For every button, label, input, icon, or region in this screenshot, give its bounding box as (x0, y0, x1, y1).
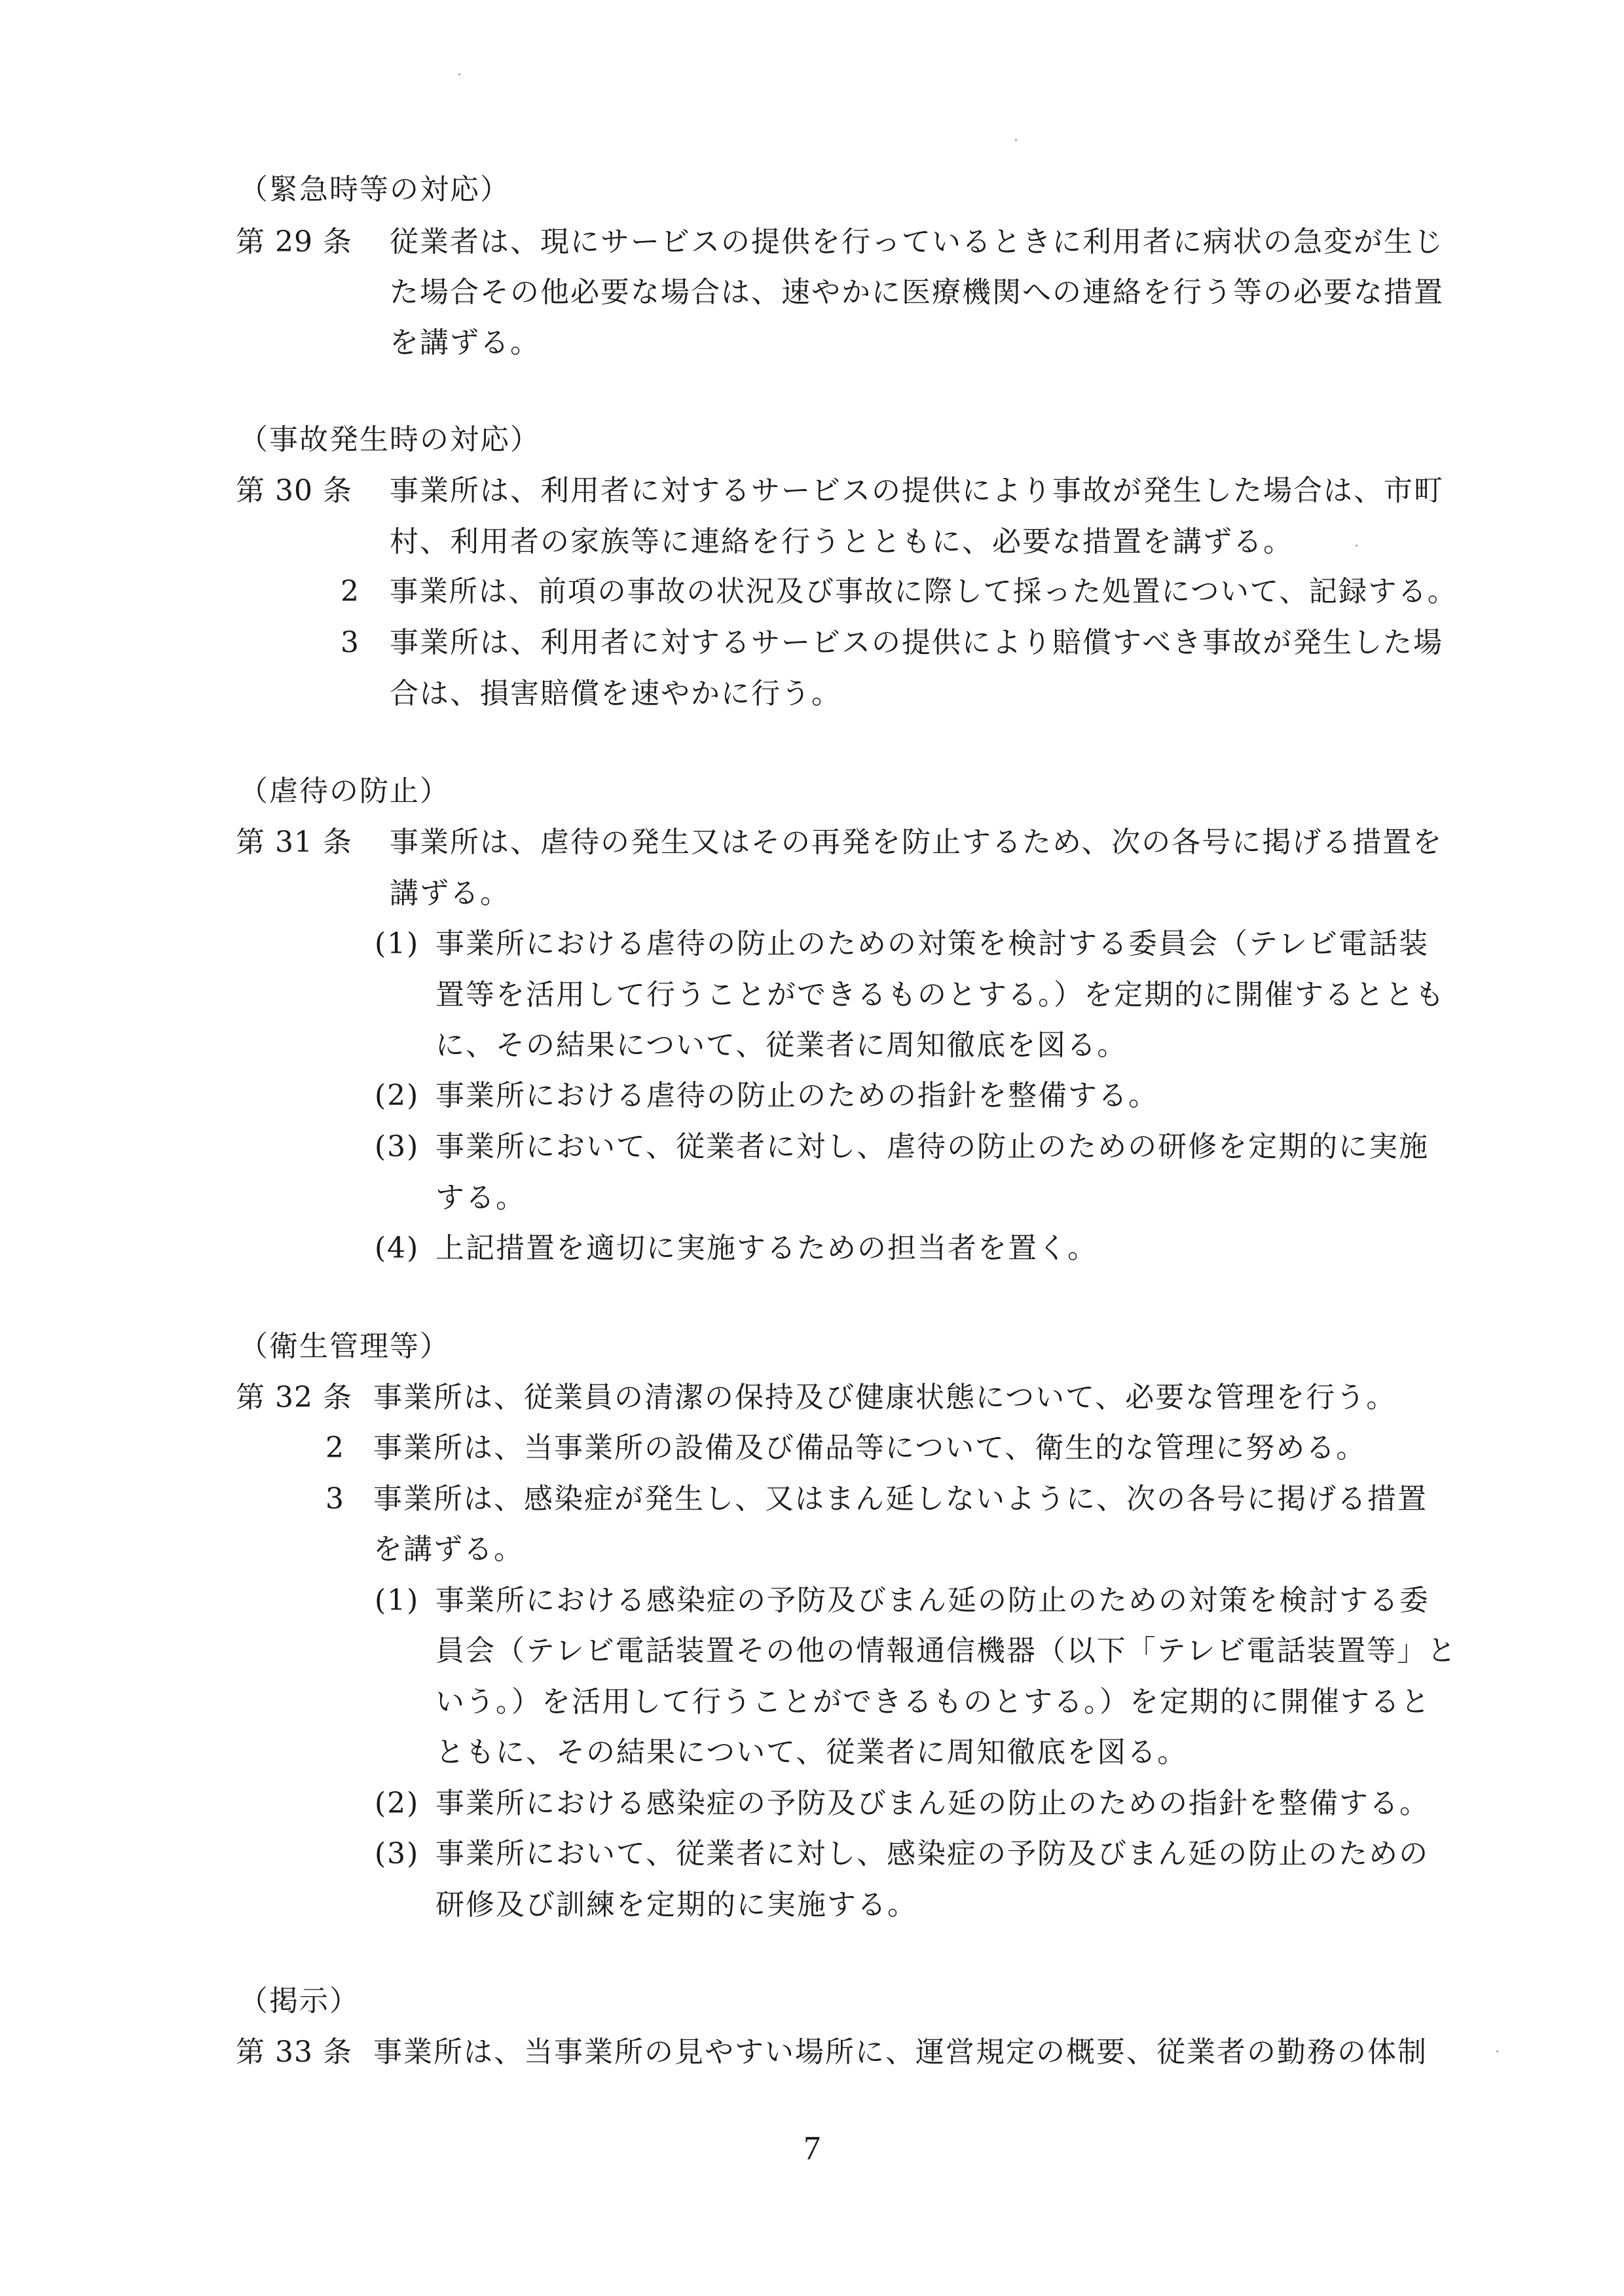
article-31-item-number: (2) (375, 1079, 420, 1112)
article-32-item-line: 員会（テレビ電話装置その他の情報通信機器（以下「テレビ電話装置等」と (435, 1634, 1458, 1667)
article-29-line: を講ずる。 (390, 326, 540, 359)
article-31-item-line: 事業所における虐待の防止のための対策を検討する委員会（テレビ電話装 (435, 927, 1430, 960)
article-30-clause-line: 事業所は、前項の事故の状況及び事故に際して採った処置について、記録する。 (390, 575, 1458, 608)
article-30-line: 村、利用者の家族等に連絡を行うとともに、必要な措置を講ずる。 (390, 525, 1293, 558)
article-31-line: 講ずる。 (390, 877, 510, 910)
article-31-item-line: 置等を活用して行うことができるものとする。）を定期的に開催するととも (435, 978, 1445, 1011)
scan-speck (1015, 139, 1017, 141)
article-32-clause-number: 2 (325, 1431, 345, 1465)
scan-speck (1496, 2050, 1498, 2052)
article-32-item-line: 事業所における感染症の予防及びまん延の防止のための指針を整備する。 (435, 1787, 1430, 1820)
article-32-line: 事業所は、従業員の清潔の保持及び健康状態について、必要な管理を行う。 (373, 1381, 1397, 1414)
article-30-heading: （事故発生時の対応） (239, 423, 540, 456)
article-31-item-line: に、その結果について、従業者に周知徹底を図る。 (435, 1029, 1128, 1062)
article-30-clause-line: 合は、損害賠償を速やかに行う。 (390, 677, 841, 710)
article-31-item-line: 上記措置を適切に実施するための担当者を置く。 (435, 1231, 1098, 1265)
article-33-heading: （掲示） (239, 1984, 360, 2018)
article-32-item-line: 研修及び訓練を定期的に実施する。 (435, 1888, 917, 1922)
article-32-item-number: (3) (375, 1837, 420, 1870)
article-32-item-line: 事業所における感染症の予防及びまん延の防止のための対策を検討する委 (435, 1584, 1430, 1617)
article-31-item-line: 事業所において、従業者に対し、虐待の防止のための研修を定期的に実施 (435, 1130, 1430, 1163)
article-32-item-number: (2) (375, 1787, 420, 1820)
article-30-line: 事業所は、利用者に対するサービスの提供により事故が発生した場合は、市町 (390, 474, 1444, 507)
article-30-label: 第 30 条 (236, 474, 352, 507)
article-32-clause-line: 事業所は、感染症が発生し、又はまん延しないように、次の各号に掲げる措置 (373, 1482, 1428, 1516)
article-31-item-number: (1) (375, 927, 420, 960)
article-33-line: 事業所は、当事業所の見やすい場所に、運営規定の概要、従業者の勤務の体制 (373, 2035, 1428, 2069)
article-32-item-line: 事業所において、従業者に対し、感染症の予防及びまん延の防止のための (435, 1837, 1430, 1870)
article-32-label: 第 32 条 (236, 1381, 352, 1414)
article-32-heading: （衛生管理等） (239, 1330, 450, 1363)
scan-speck (458, 73, 460, 75)
article-31-line: 事業所は、虐待の発生又はその再発を防止するため、次の各号に掲げる措置を (390, 826, 1443, 859)
article-31-item-line: 事業所における虐待の防止のための指針を整備する。 (435, 1079, 1158, 1112)
article-31-heading: （虐待の防止） (239, 774, 450, 808)
article-31-item-number: (4) (375, 1231, 420, 1265)
article-29-heading: （緊急時等の対応） (239, 173, 510, 206)
page-number: 7 (803, 2130, 821, 2167)
article-30-clause-number: 3 (341, 626, 360, 659)
article-33-label: 第 33 条 (236, 2035, 352, 2069)
article-31-item-line: する。 (435, 1181, 526, 1214)
article-32-item-line: いう。）を活用して行うことができるものとする。）を定期的に開催すると (435, 1685, 1431, 1719)
article-32-clause-number: 3 (325, 1482, 345, 1516)
article-30-clause-number: 2 (341, 575, 360, 608)
article-32-clause-line: を講ずる。 (373, 1533, 524, 1566)
article-29-label: 第 29 条 (236, 225, 352, 259)
article-32-clause-line: 事業所は、当事業所の設備及び備品等について、衛生的な管理に努める。 (373, 1431, 1367, 1465)
article-32-item-number: (1) (375, 1584, 420, 1617)
scan-speck (1356, 545, 1357, 547)
article-31-item-number: (3) (375, 1130, 420, 1163)
article-30-clause-line: 事業所は、利用者に対するサービスの提供により賠償すべき事故が発生した場 (390, 626, 1444, 659)
article-29-line: た場合その他必要な場合は、速やかに医療機関への連絡を行う等の必要な措置 (390, 276, 1444, 309)
article-31-label: 第 31 条 (236, 826, 352, 859)
article-29-line: 従業者は、現にサービスの提供を行っているときに利用者に病状の急変が生じ (390, 225, 1444, 259)
article-32-item-line: ともに、その結果について、従業者に周知徹底を図る。 (435, 1736, 1188, 1769)
